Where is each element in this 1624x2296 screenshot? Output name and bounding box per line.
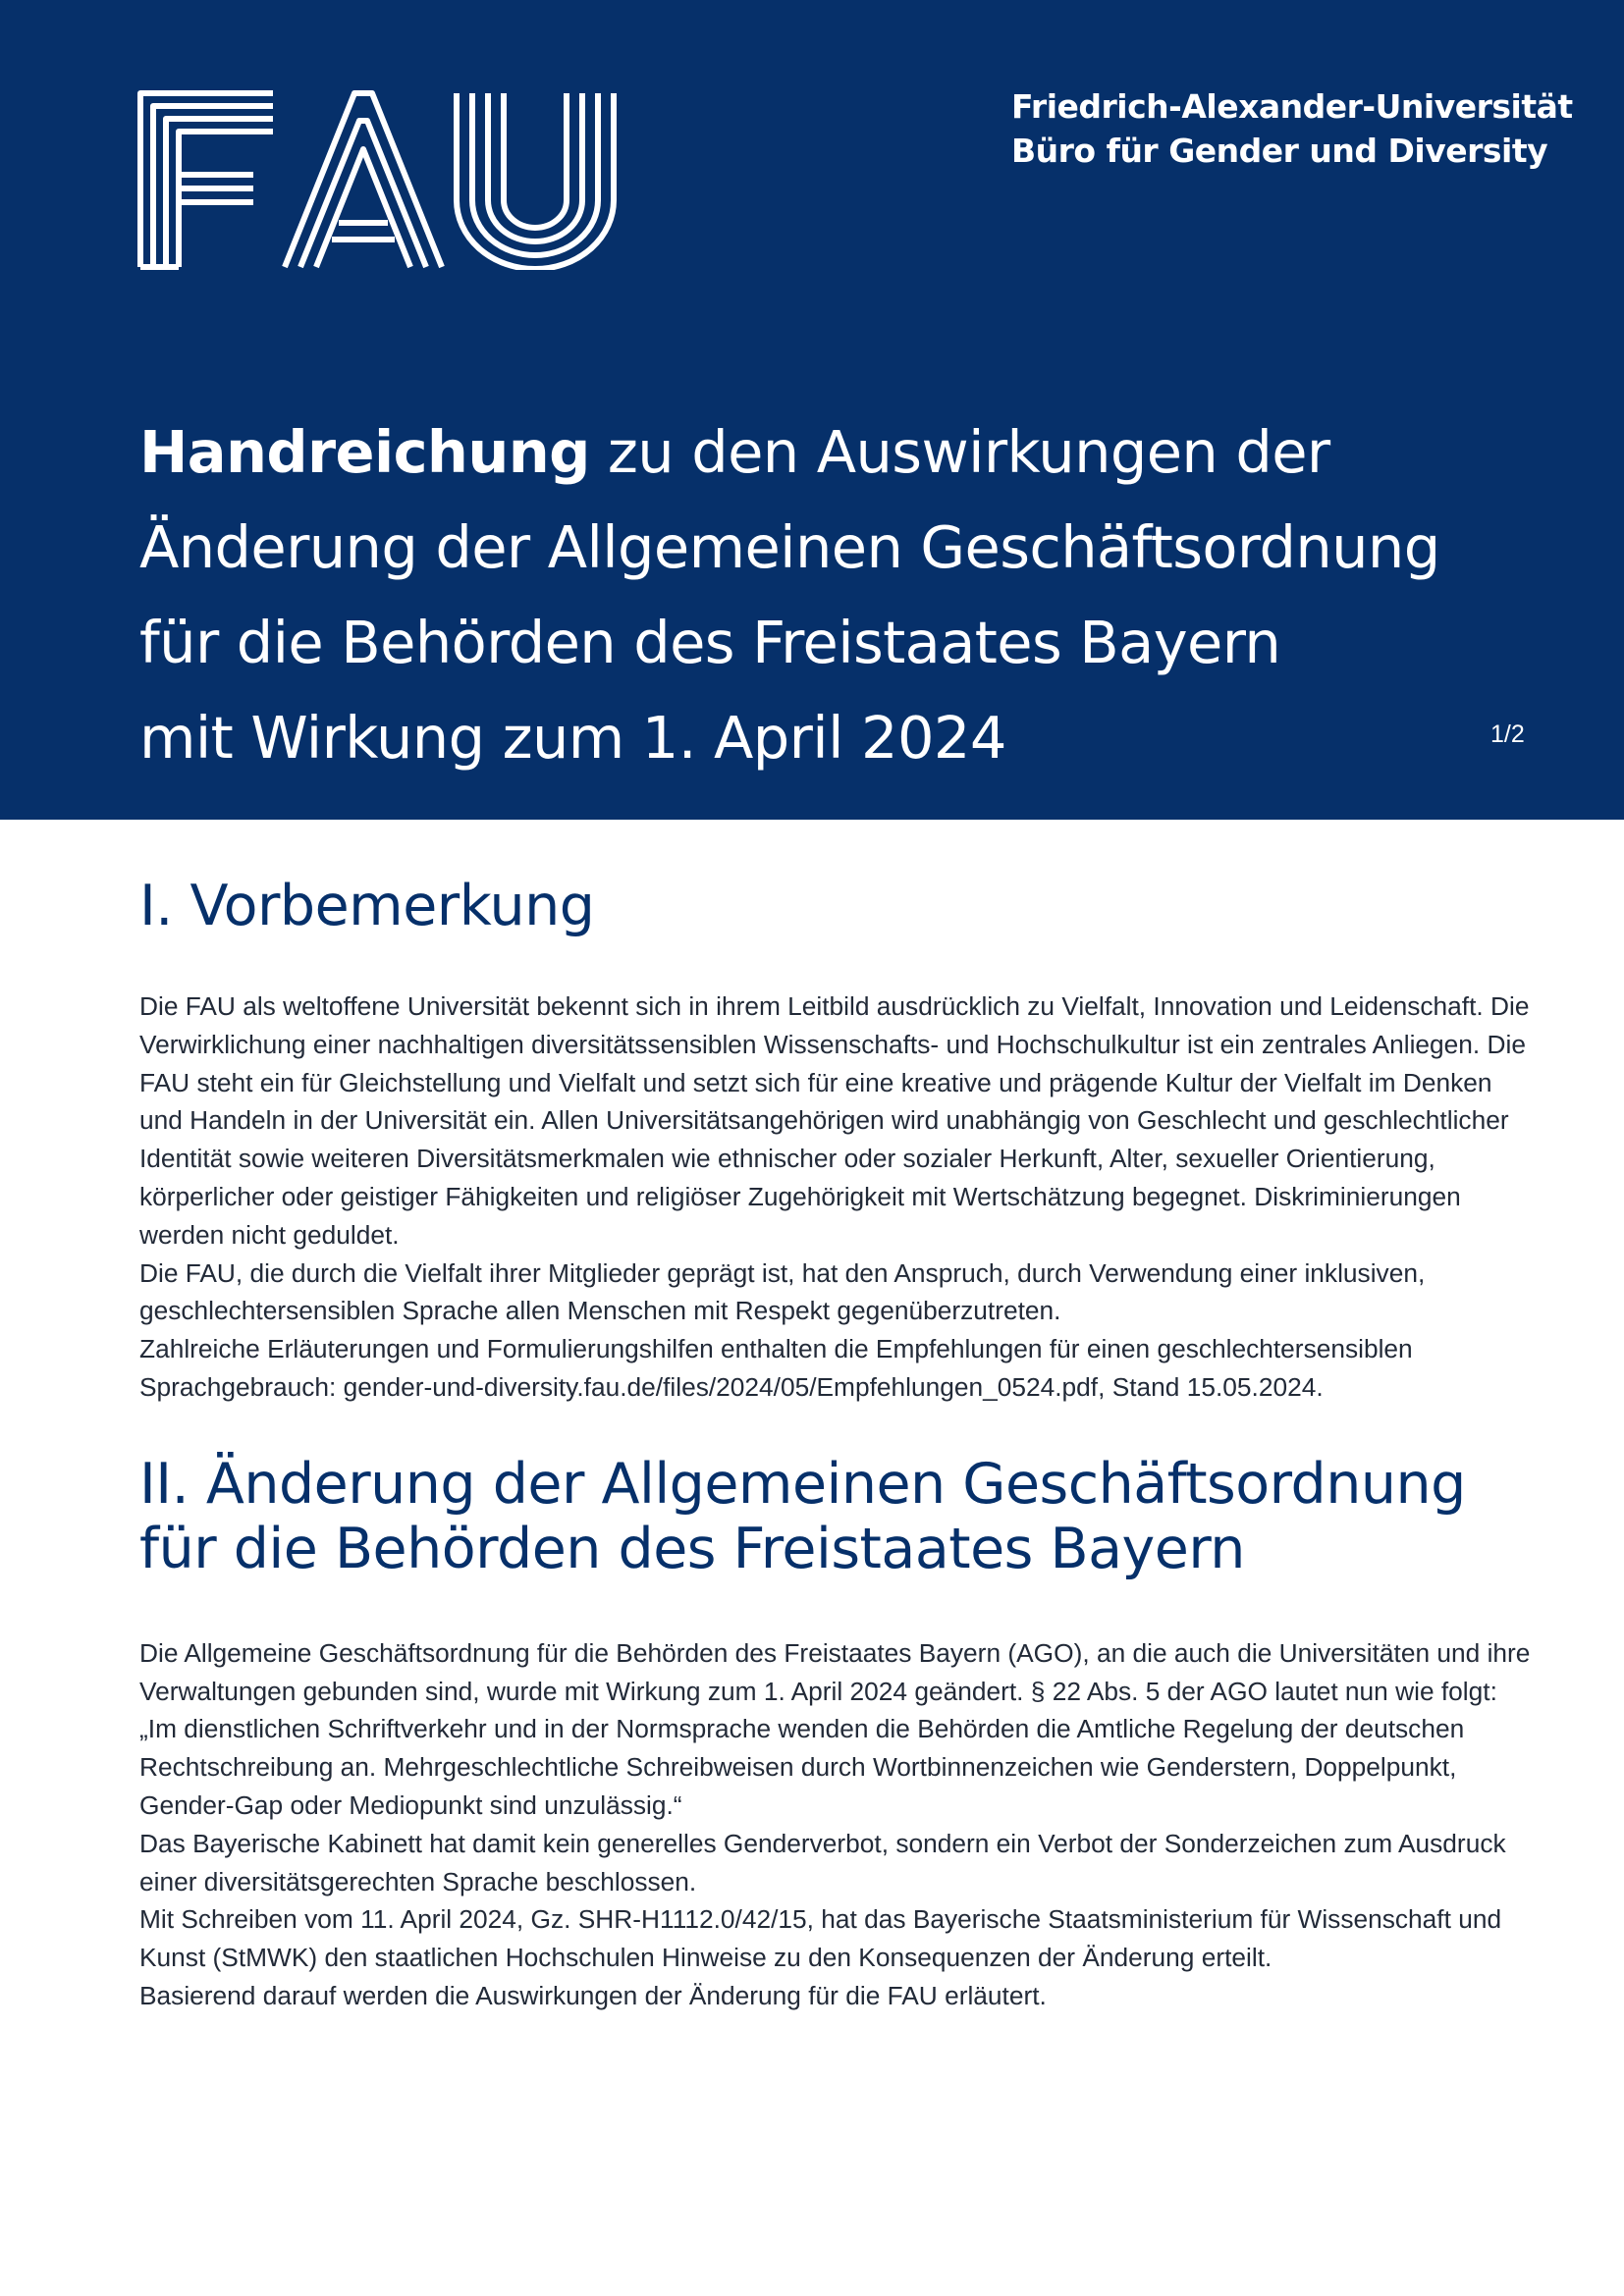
section-2-heading-line-2: für die Behörden des Freistaates Bayern — [139, 1516, 1245, 1581]
page-indicator: 1/2 — [1490, 721, 1525, 748]
document-title — [139, 404, 1593, 785]
title-bold: Handreichung — [139, 418, 590, 486]
section-2-body — [139, 1634, 1534, 2015]
organization-name — [1011, 84, 1600, 173]
title-line-3: für die Behörden des Freistaates Bayern — [139, 609, 1281, 676]
section-2-paragraph: Die Allgemeine Geschäftsordnung für die Behörden des Freistaates Bayern (AGO), an die auch die Universitäten und ihre Verwaltungen gebunden sind, wurde mit Wirkung zum 1. April 2024 geändert. § 22 Abs. 5 der AGO lautet nun wie folgt: — [139, 1637, 1531, 1706]
section-1-body — [139, 988, 1534, 1407]
header-banner — [0, 0, 1624, 820]
section-2-heading-line-1: II. Änderung der Allgemeinen Geschäftsordnung — [139, 1451, 1466, 1517]
title-line-1-rest: zu den Auswirkungen der — [589, 418, 1330, 486]
section-1-heading: I. Vorbemerkung — [139, 874, 595, 938]
title-line-4: mit Wirkung zum 1. April 2024 — [139, 704, 1006, 772]
section-1-paragraph: Zahlreiche Erläuterungen und Formulierungshilfen enthalten die Empfehlungen für einen geschlechtersensiblen Sprachgebrauch: gender-und-diversity.fau.de/files/2024/05/Empfehlungen_0524.pdf, Stand 15.05.2024. — [139, 1334, 1413, 1402]
title-line-1 — [139, 404, 1593, 500]
org-line-1: Friedrich-Alexander-Universität — [1011, 87, 1573, 126]
org-line-2: Büro für Gender und Diversity — [1011, 132, 1548, 170]
section-1-paragraph: Die FAU als weltoffene Universität bekennt sich in ihrem Leitbild ausdrücklich zu Vielfalt, Innovation und Leidenschaft. Die Verwirklichung einer nachhaltigen diversitätssensiblen Wissenschafts- und Hochschulkultur ist ein zentrales Anliegen. Die FAU steht ein für Gleichstellung und Vielfalt und setzt sich für eine kreative und prägende Kultur der Vielfalt im Denken und Handeln in der Universität ein. Allen Universitätsangehörigen wird unabhängig von Geschlecht und geschlechtlicher Identität sowie weiteren Diversitätsmerkmalen wie ethnischer oder sozialer Herkunft, Alter, sexueller Orientierung, körperlicher oder geistiger Fähigkeiten und religiöser Zugehörigkeit mit Wertschätzung begegnet. Diskriminierungen werden nicht geduldet. — [139, 991, 1530, 1250]
section-1-paragraph: Die FAU, die durch die Vielfalt ihrer Mitglieder geprägt ist, hat den Anspruch, durch Verwendung einer inklusiven, geschlechtersensiblen Sprache allen Menschen mit Respekt gegenüberzutreten. — [139, 1257, 1426, 1326]
section-2-quote: „Im dienstlichen Schriftverkehr und in der Normsprache wenden die Behörden die Amtliche Regelung der deutschen Rechtschreibung an. Mehrgeschlechtliche Schreibweisen durch Wortbinnenzeichen wie Genderstern, Doppelpunkt, Gender-Gap oder Mediopunkt sind unzulässig.“ — [139, 1714, 1465, 1820]
section-2-paragraph: Basierend darauf werden die Auswirkungen der Änderung für die FAU erläutert. — [139, 1980, 1047, 2010]
section-2-paragraph: Mit Schreiben vom 11. April 2024, Gz. SHR-H1112.0/42/15, hat das Bayerische Staatsministerium für Wissenschaft und Kunst (StMWK) den staatlichen Hochschulen Hinweise zu den Konsequenzen der Änderung erteilt. — [139, 1904, 1502, 1973]
fau-logo — [137, 90, 621, 270]
section-2-heading — [139, 1452, 1534, 1581]
section-2-paragraph: Das Bayerische Kabinett hat damit kein generelles Genderverbot, sondern ein Verbot der Sonderzeichen zum Ausdruck einer diversitätsgerechten Sprache beschlossen. — [139, 1828, 1506, 1896]
title-line-2: Änderung der Allgemeinen Geschäftsordnung — [139, 513, 1440, 581]
document-body — [139, 874, 1534, 2015]
